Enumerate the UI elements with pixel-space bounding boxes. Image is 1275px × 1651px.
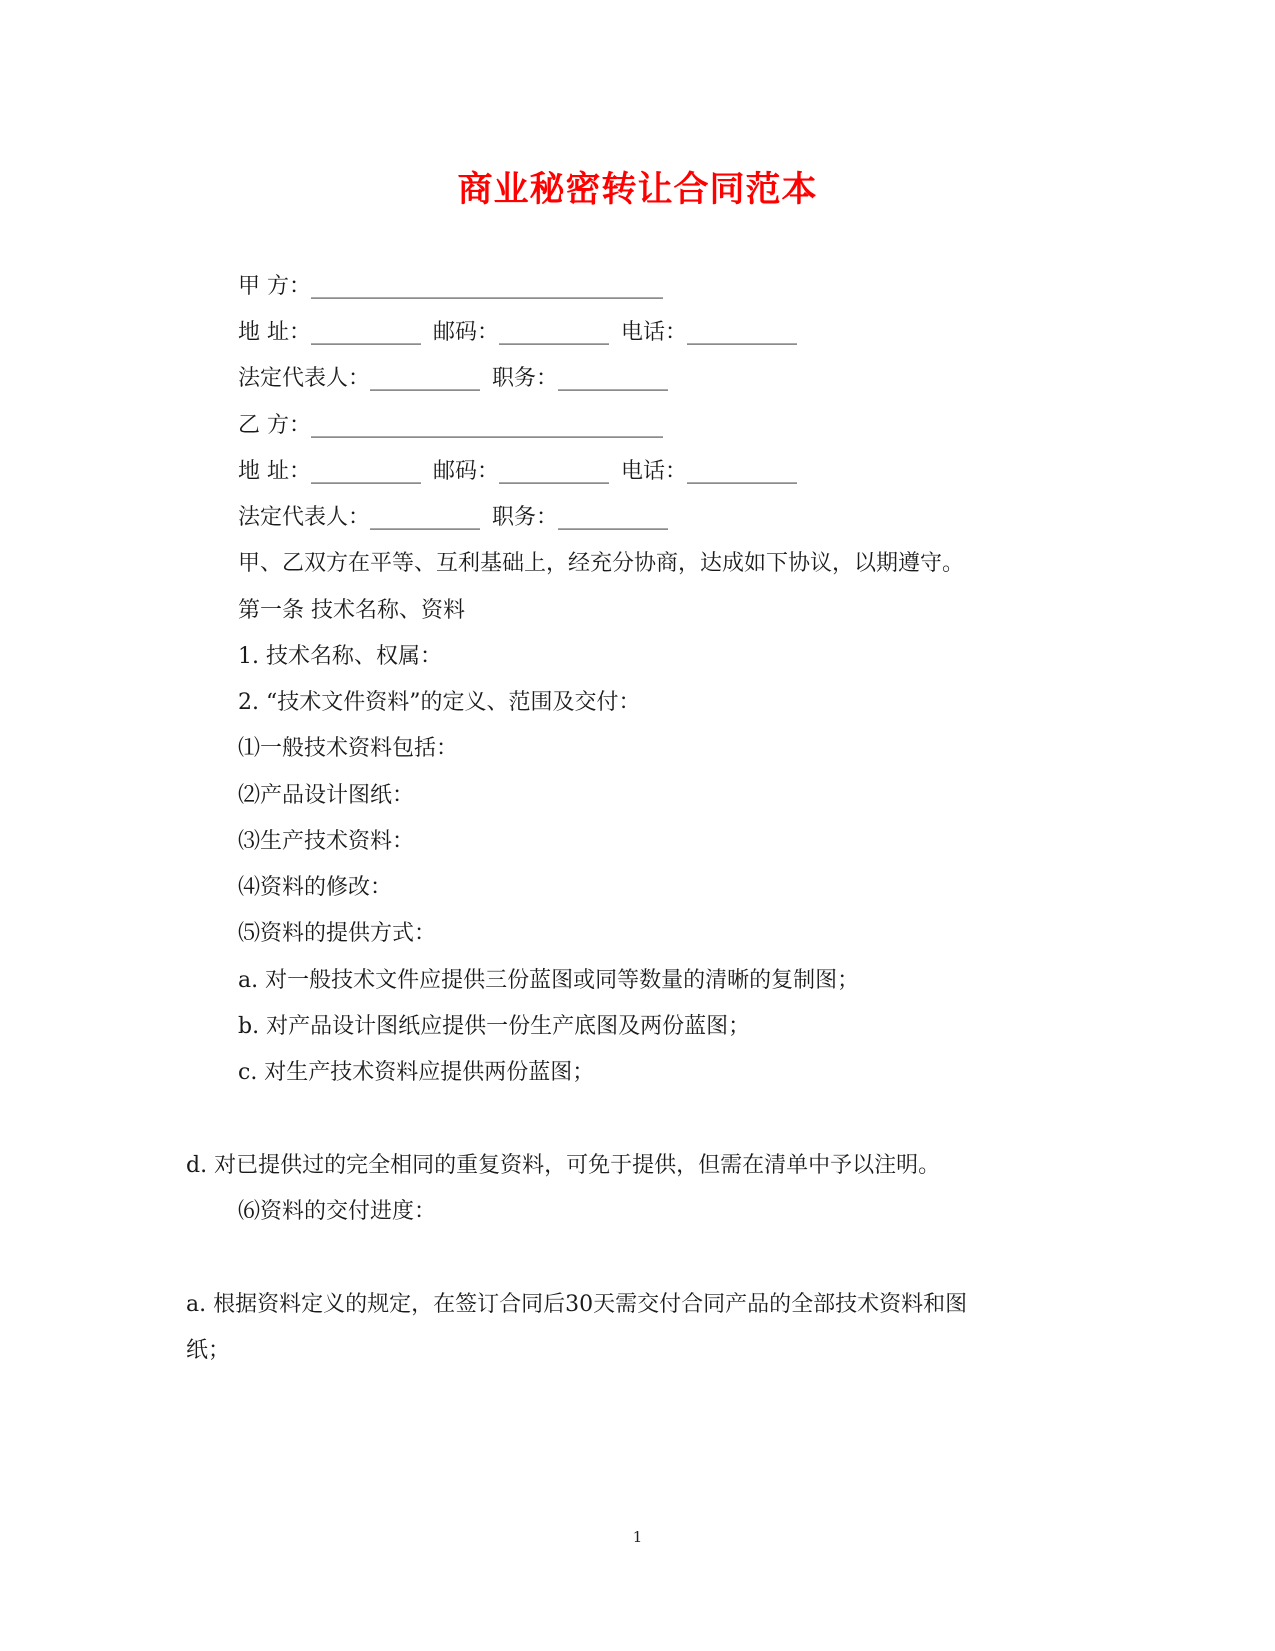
sub-clause-5-d: d. 对已提供过的完全相同的重复资料，可免于提供，但需在清单中予以注明。	[186, 1153, 941, 1178]
sub-clause-6-a-line-2: 纸；	[186, 1338, 231, 1363]
sub-clause-5: ⑸资料的提供方式：	[238, 921, 437, 946]
article-1-heading: 第一条 技术名称、资料	[238, 598, 465, 623]
party-b-representative: 法定代表人：__________	[238, 505, 481, 530]
party-a-postcode: 邮码：__________	[433, 320, 610, 345]
party-a-address: 地 址：__________	[238, 320, 421, 345]
sub-clause-5-c: c. 对生产技术资料应提供两份蓝图；	[238, 1060, 595, 1085]
clause-2: 2. “技术文件资料”的定义、范围及交付：	[238, 690, 641, 715]
party-b-postcode: 邮码：__________	[433, 459, 610, 484]
party-b-address: 地 址：__________	[238, 459, 421, 484]
sub-clause-1: ⑴一般技术资料包括：	[238, 736, 459, 761]
party-a-representative: 法定代表人：__________	[238, 366, 481, 391]
preamble-paragraph: 甲、乙双方在平等、互利基础上，经充分协商，达成如下协议，以期遵守。	[238, 551, 965, 576]
sub-clause-5-b: b. 对产品设计图纸应提供一份生产底图及两份蓝图；	[238, 1014, 751, 1039]
sub-clause-3: ⑶生产技术资料：	[238, 829, 415, 854]
party-a-contact-row	[238, 319, 797, 347]
sub-clause-2: ⑵产品设计图纸：	[238, 783, 415, 808]
party-a-phone: 电话：__________	[621, 320, 798, 345]
sub-clause-4: ⑷资料的修改：	[238, 875, 393, 900]
party-a-title: 职务：__________	[492, 366, 669, 391]
party-b-rep-row	[238, 504, 668, 532]
party-a-rep-row	[238, 365, 668, 393]
page-number: 1	[632, 1528, 643, 1546]
document-title: 商业秘密转让合同范本	[457, 169, 818, 210]
sub-clause-6: ⑹资料的交付进度：	[238, 1199, 437, 1224]
clause-1: 1. 技术名称、权属：	[238, 644, 442, 669]
party-b-title: 职务：__________	[492, 505, 669, 530]
party-a-name-line: 甲 方：________________________________	[238, 274, 663, 299]
party-b-phone: 电话：__________	[621, 459, 798, 484]
sub-clause-6-a-line-1: a. 根据资料定义的规定，在签订合同后30天需交付合同产品的全部技术资料和图	[186, 1292, 968, 1317]
sub-clause-5-a: a. 对一般技术文件应提供三份蓝图或同等数量的清晰的复制图；	[238, 968, 860, 993]
party-b-name-line: 乙 方：________________________________	[238, 413, 663, 438]
party-b-contact-row	[238, 458, 797, 486]
